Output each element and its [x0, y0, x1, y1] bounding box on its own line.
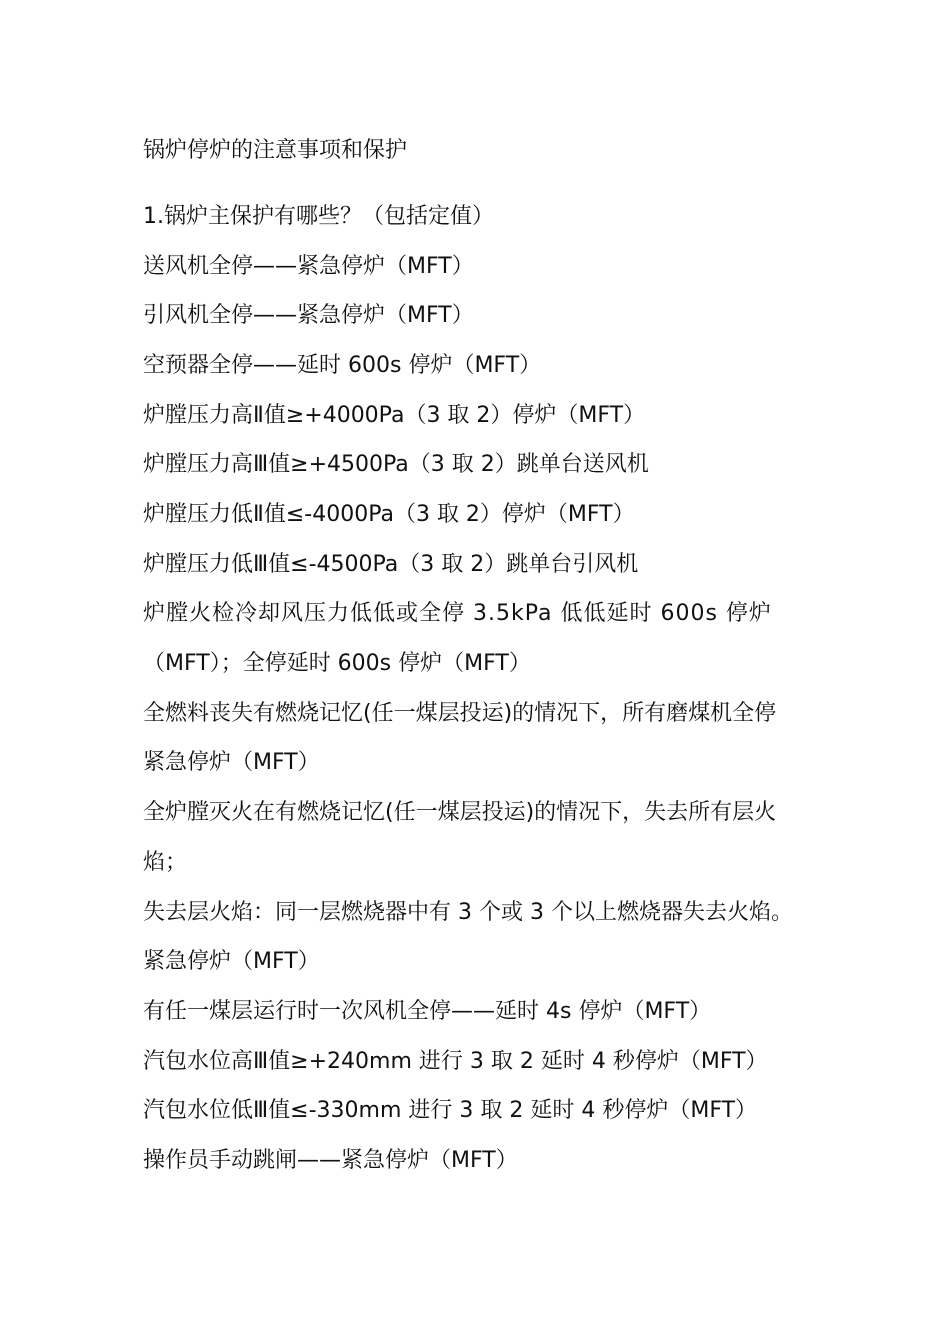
document-title: 锅炉停炉的注意事项和保护	[143, 138, 408, 163]
protection-line-continued: 紧急停炉（MFT）	[143, 750, 320, 775]
protection-line: 全炉膛灭火在有燃烧记忆(任一煤层投运)的情况下，失去所有层火	[143, 800, 777, 825]
protection-line: 失去层火焰：同一层燃烧器中有 3 个或 3 个以上燃烧器失去火焰。	[143, 900, 793, 925]
protection-line: 操作员手动跳闸——紧急停炉（MFT）	[143, 1148, 518, 1173]
protection-line: 炉膛压力高Ⅲ值≥+4500Pa（3 取 2）跳单台送风机	[143, 452, 649, 477]
protection-line: 全燃料丧失有燃烧记忆(任一煤层投运)的情况下，所有磨煤机全停	[143, 701, 777, 726]
protection-line: 炉膛压力高Ⅱ值≥+4000Pa（3 取 2）停炉（MFT）	[143, 403, 646, 428]
protection-line-continued: 紧急停炉（MFT）	[143, 949, 320, 974]
protection-line-continued: 焰；	[143, 850, 188, 875]
protection-line: 汽包水位低Ⅲ值≤-330mm 进行 3 取 2 延时 4 秒停炉（MFT）	[143, 1098, 758, 1123]
protection-line: 有任一煤层运行时一次风机全停——延时 4s 停炉（MFT）	[143, 999, 712, 1024]
protection-line: 引风机全停——紧急停炉（MFT）	[143, 303, 474, 328]
protection-line: 汽包水位高Ⅲ值≥+240mm 进行 3 取 2 延时 4 秒停炉（MFT）	[143, 1049, 768, 1074]
protection-line: 送风机全停——紧急停炉（MFT）	[143, 254, 474, 279]
protection-line: 炉膛压力低Ⅲ值≤-4500Pa（3 取 2）跳单台引风机	[143, 552, 639, 577]
question-heading: 1.锅炉主保护有哪些？（包括定值）	[143, 204, 494, 229]
protection-line: 炉膛火检冷却风压力低低或全停 3.5kPa 低低延时 600s 停炉	[143, 601, 772, 626]
protection-line: 空预器全停——延时 600s 停炉（MFT）	[143, 353, 542, 378]
protection-line: 炉膛压力低Ⅱ值≤-4000Pa（3 取 2）停炉（MFT）	[143, 502, 635, 527]
protection-line-continued: （MFT）；全停延时 600s 停炉（MFT）	[143, 651, 531, 676]
